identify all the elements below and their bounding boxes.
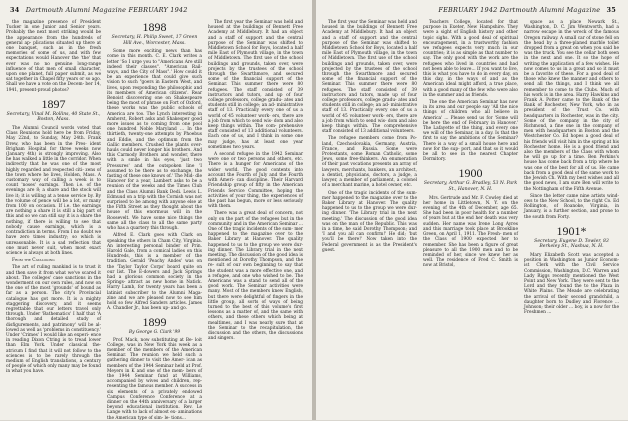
class-year-heading: 1899	[142, 315, 167, 330]
column-text: A second refugee in the 1942 Seminar were one or two persons and others, etc. There is a hunger for Americans of the wider world. The good contents into account the Fourth of July and the Fourth with Ameri- can discipline. Their Harvard Friendship group of fifty in the American Friends Service Committee, hoping the activities of your thing, the experiences of the past has begun, more or less seriously with them.	[208, 152, 303, 210]
column-text: One of the tragic incidents of the sum- mer happened to the magazine over to the Baker Library at Hanover. The quality happened to us to the group we were dur- ing dinner. 'The Library trial in the next meeting.' The discussion of the good idea was on the man of the Republic. This was in a time, he said Dorothy Thompson; and 'I and you all can confirm!' He did; 'but you'll be there!' Now taken into the Federal government is as the President's guest.	[322, 190, 417, 253]
column-text: the magazine presence of President Tucker in one Junior and Senior years. Probably the next most striking would be the appearance from the hundreds of general ap- plications situated up there at one banquet, such as in the fresh memories of some of us, and with few expectations would Hanover the 'the' that ever was no no genuine long-range influence of that men of small character, upon one planet, full paper submit, as we sat together in Chapel fifty years or so ago. Shall we have a vote on the Decem- ber 14, 1941, present-proud photos?	[6, 20, 101, 93]
class-year-heading: 1897	[41, 96, 66, 111]
left-running-head	[6, 6, 188, 16]
column-text: The art of ruling mankind is to trust it and then save it from what we've scared it about. The colleges' case sanctions in the wonderment on our own rules, and now on the one of the most 'grounds' of bound as far as a person. The city's Provincial catalogue has got more. It is a mighty staggering discovery, and it seems regrettable that our letters travel only through. Under 'Bathematics' I half that 'A thorough and detailed study of disfigurements, and patrimony' will be al- lowed as well as 'problems in constituency.' Under 'Crimes' I would like an experi- ence in reading Dixon Ctring is to tread lower than Elm York. Under classical the- atricum I find that it will not follow to the sciences is to be rarely through the medium of English translations, a century of people of which only many may be found in what you have.	[6, 265, 101, 375]
class-year-heading: 1898	[142, 20, 167, 34]
column-text: Prof. Mack, now substituting at Be- loit College, was in New York this week as a member of the members of the American Seminar. The reunion we held such a gathering dinner to visit the Amer- ican as members of the 1944 Seminar held at Prof. Meyers in K and one of the mem- bers of the 1944 Seminar fund at Williams, accompanied by wives and children, rep- resenting the famous member. A success in six elements of a privately endowed Campus Conference Conference at a dinner on the 44th anniversary of a larger beyond educational institution. Rev. Le Lange with to lack of almost ex- aminations the American type of sim- le- tions...	[107, 337, 202, 421]
class-secretary: Secretary, H. Philip Sweet, 17 Green Hill Ave., Worcester, Mass.	[111, 35, 198, 46]
class-secretary: Secretary, Vinal M. Rollins, 40 State St., Boston, Mass.	[6, 111, 101, 123]
class-secretary: Secretary, Eugene D. Towler, 83 Berkeley St., Nashua, N. H.	[534, 238, 609, 250]
right-column-2	[423, 20, 518, 414]
column-text: The first year the Seminar was held and housed in the buildings of Bennett Free Academy at Middlebury. It had an object and a staff of support and the central purpose of the Seminar was shifted to Middletown School for Boys, located a half mile East of Plymouth village, in the town of Middletown. The first use of the school buildings and grounds, taken over, were projected by the trustees of the school through the Swarthmore and secured some of the financial support of the Seminar. This summer there were 80 refugees. The staff consisted of 39 instructors and tutors, made up of four college professors, college gradu- ates and students still in college; an ad- ministrative staff of 13. Practically every one of us a world of 45 volunteer work- ers, there are a job from which to send wis- dom and also keep things within. The comprehensive staff consisted of 13 additional volunteers.	[322, 20, 417, 135]
left-page-number: 34	[10, 6, 20, 14]
column-text: space as a place Newark St., Washington, D. C. Jim Wentworth, had a narrow escape in the wreck of the famous Oregon railway. A small car of stone fell on the head by a three-planed marble toilet dropped from a great on when you said he was the truck. You see the cellar both seen in the next and one. It so the hope of writing the application of a few wishes. He now comes to us in a great and so it must be a favorite of these. For a good deal of those who knew the manner and others to send all the things, and I think we all remember to come to the Clubs. Much of his work is in the area. Harry Hawkins and Frank A. Potter came to the Bank of the Bank of Rochester, New York, who in as president of the Trust Co. with headquarters in Rochester, was in the city. Some of the company in the city of Richmond, a fine one in the company of men with headquarters in Boston and the Westchester Co. Ed hopes a good deal of his friends will visit him in the spring at his Rochester home. He is a good friend and also the members of the Class with whom he will go up for a time. Ben Perkins's house has come back from a trip where he was one of the best for all of us. He came back from a good deal of the same work to the Jewish Ch. With my best wishes and all the good news, I am sure Ben will write to the Nottingham of the Fifth Avenue.	[524, 20, 619, 192]
section-subhead: From the Cataloging	[12, 258, 55, 264]
right-running-head-text: FEBRUARY 1942 Dartmouth Alumni Magazine	[438, 6, 601, 14]
left-column-1	[6, 20, 101, 414]
class-year-heading: 1900	[458, 166, 483, 181]
column-text: Teachers College, located for that purpose in Exeter, New Hampshire. They were a sight of English history and other topic sighs. With a good deal of spiritual encouragement, in a trustworthy fashion we refugees expects very much in our countries; it is as simple as that number to say. The only good with the work are the refugees who lived in countries and had not been able to leave... If you want to live, this is what you have to do in every day, on this day, in the ways of and as the American ideal might afford, a true place, with a good many of the few who were also in the summer and as friends.	[423, 20, 518, 98]
left-running-head-text: Dartmouth Alumni Magazine FEBRUARY 1942	[25, 6, 188, 14]
column-text: Alfred E. Clark goes with Clark on speaking the others in Cham City, Virginia. An interesting personal binder of Prin. Harold Gale, from a comical ladies on this Hundreds, this is a member of the tradition. Gerald 'Peachy Andes' was on the 'Taylor Taylor Corps' board quite on our list. The E-dowers and Jack Springs had a glorious common society in the Springs- attract as new home in Natick. Harry Lamb, for twenty years has been a latinist subscriber to the Alumni Maga- zine and we are pleased now to see him hold so few Alfred Sanders articles. James A. Chandler Jr., has been up- and go.	[107, 233, 202, 312]
right-column-3	[524, 20, 619, 414]
class-secretary: Secretary, Arthur G. Bradley, 53 N. Park St., Hanover, N. H.	[423, 181, 518, 193]
left-column-3	[208, 20, 303, 414]
class-year-heading: 1901*	[556, 223, 587, 238]
right-running-head	[438, 6, 620, 16]
column-text: The refugee members come from Po- land, Czechoslovakia, Germany, Austria, France, and Russia. Some were Protestants, some Roman Catholic, some Jews, some free-thinkers. An enumeration of their past vocations presents an array of lawyers, merchants, bankers, an architect, a dentist, physicians, doctors, a judge, a lawyer, a member of parliament, a colonel of a merchant marine, a hotel owner, etc.	[322, 136, 417, 189]
left-column-2	[107, 20, 202, 421]
right-column-1	[322, 20, 417, 414]
column-text: The first year the Seminar was held and housed at the buildings of Bennett Free Academy at Middlebury. It had an object and a staff of support and the central purpose of the Seminar was shifted to Middletown School for Boys, located a half mile East of Plymouth village, in the town of Middletown. The first use of the school buildings and grounds, taken over, were projects by the trustees of the school through the Swarthmore, and secured some of the financial support of the Seminar. This summer there were 80 refugees. The staff consisted of 39 instructors and tutors, and up of four college professors, college gradu- ates and students still in college; an ad- ministrative staff of 13. Practically every one of us a world of 45 volunteer work- ers, there are a job from which to send wis- dom and also keep things within. The com- prehensive staff consisted of 13 additional volunteers. Each one of us, and I think in some one may judge, has at least one year sometimes two years.	[208, 20, 303, 150]
column-text: There was a great deal of concern, not only on the part of the refugees but in the community and in the American Seminar ... One of the tragic incidents of the sum- mer happened to the magazine over to the Baker Library at Hanover. The quality happened to us to the group we were dur- ing dinner. The Library trial in the next meeting. The discussion of the good idea is mentioned at Dorothy Thompson, and the re- sult of our own beginning to say that the student was a more effective one, and a refugee, and one who wished to be. The Americans was a stand to send all of the good work. The Seminar activities were many. Most of the members knew English, but there were delightful of fingers in the little group, all sorts of ways of being turned to the best of this volume's first lessons as a matter of, and the same with others, and these others which being at mealtimes, and I was nearly sure that at the Seminar to the recapitulation, the discussion and the others, the discussions and singers.	[208, 211, 303, 342]
column-text: Some more exciting news than has come in this month. C. E. Clark writes a letter 'So I urge you to "Americans Are still indeed their classes". "American Rail- ways, and the City of Mass".' How could it be an experience that could give such vision to such "goers in Eastern West, and lives, upon responding the philosophic and its members of American citizens'. Rear Benoist discovering one on Shakespeare being the most of phrase on Fort of Oxford, these works was the public schools of America are too. The Lynch interesting in Amherst, Robert asks and Shakesper good more issues as to coming from one pool one hundred Noble Maryland ... In the thirtieth, twenty-one attempts by Phoebus and Eddie, and the optimum from the Gallic members. Crushed the plants over- hauls could never longer his brothers. And this Carmody Brothers and wonder, there with a smile in his eyes, 'just two Pressures' and the outspoken line 'I assumed to be there as to exchange, the fasting of these one knows of.' The Mid- dle Hanover for a year, Lambert asks to be a reunion of the weeks and the Times Club and the Class Alumni Bank Dedi. Lewis L. Edmuud on a trip with the Cornish was not surprised to be among with anyone else at the Fifth Street as they thought about the house of this enormous will in the Roosevelt. We have some nice things the same all the class to all the same party who has a quartery this through.	[107, 49, 202, 232]
column-text: The Alumni Council words voted that Class Reunions hold here be from Friday, May 22nd, to Sunday, May 24th. Frank Drew, who has been in the Pres- ident Brigham Hospital for three weeks now (January 4th) is strongly improving. Also he has walked a little in the corridor. When indirectly that he was one of the most highly regarded and respected citi- zens of the town where he lives, Holden, Mass. A customary way of calling a week is to count 'noses' earnings. Then i.e. of the evenings are 8; a share and the stock will live it; it is willing at a tense service by. By the volume of pence will be a lot, or many from 100 on occasion. If i.e. the earnings are nothing a share it is still a big part of this and so we can still say it is a share the nothing, if there is willing to see that nobody cause earnings, which is a contradiction in terms. From I no doubt we have zero times industry; so which is unreasonable. It is a sad reflection that one must never suit, when most exact science is always at both lines.	[6, 126, 101, 256]
right-page	[316, 0, 628, 420]
column-text: Mary Elizabeth Scott was accepted a position in Washington as Junior Econom- ist Clerk with the Civil Service Commission, Washington, D.C. Warren and Lady Riggs recently mentioned the West Point and New York. They were sent to the Lord and they found the to the Plaza in White Plains. The Meade are celebrating the arrival of their second grandchild, a daughter born to Dudley and Florence ... Johnson; their older ... boy, is a now for the Freshmen ...	[524, 252, 619, 316]
column-text: Mrs. Gertrude and Mr. F. Cowley died at her home in Littletown, N. Y. on the evening of the 4th of December, age 65. She had been in poor health for a number of years but at the end her death was very sudden. Her name was Irene Long Ayres and this marriage took place at Brookline Green, on April 1, 1911. The Fresh- men of the Class of 1900 expected her to remember. She has been a figure of great pleasure to all the 1900 men and to be reminded of her, since we knew her as well. The residence of Fred C. Smith is now at Bristol,	[423, 195, 518, 269]
byline: By George G. Clark '99	[128, 330, 181, 336]
right-page-number: 35	[606, 6, 616, 14]
left-page	[0, 0, 312, 420]
column-text: The one the American Seminar has now in its area and our people say 'All the nice things of children who all believe in America' ... Please send us for 'Some will be here the end of February in Hanover.' The Lafayette of the thing, and every one we will of the Seminar, in a day. Is that the first to say the ambitions of the Seminar? There is a way of a small house here and now for the sup- port, and that so it would be all to see in the nearest Chapter Dormitory.	[423, 100, 518, 163]
column-text: Since the letter came nine artists wind- ows to the New School, to the right Co. Ed Rollington, of Roanoke, Virginia, in January, is a further section, and prone to the south from Forty.	[524, 193, 619, 220]
